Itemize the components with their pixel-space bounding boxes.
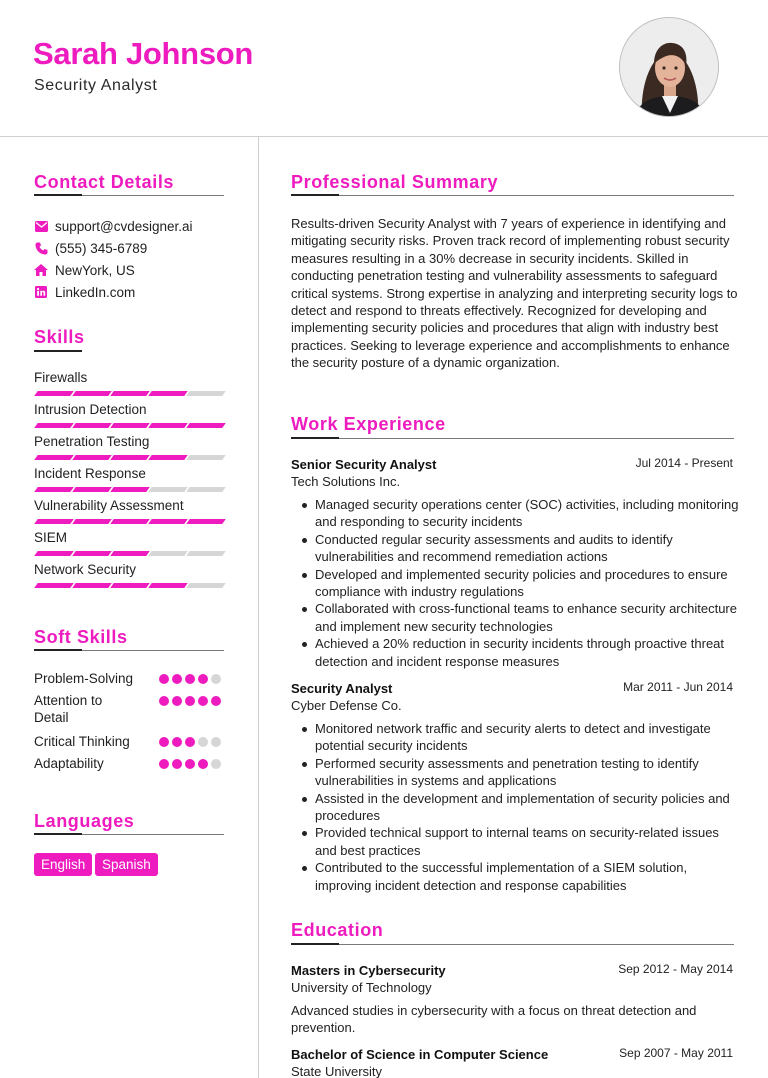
summary-rule-accent bbox=[291, 194, 339, 196]
skill-label: Network Security bbox=[34, 562, 137, 577]
resume-header bbox=[0, 0, 768, 137]
experience-rule bbox=[291, 438, 734, 439]
skill-segment-filled bbox=[110, 487, 150, 492]
skill-segment-filled bbox=[148, 519, 188, 524]
contact-phone-text: (555) 345-6789 bbox=[55, 240, 148, 256]
skill-segment-empty bbox=[148, 551, 188, 556]
skill-label: Vulnerability Assessment bbox=[34, 498, 184, 513]
degree-title: Bachelor of Science in Computer Science bbox=[291, 1047, 549, 1062]
soft-skill-label: Critical Thinking bbox=[34, 734, 130, 749]
rating-dot-empty bbox=[211, 759, 221, 769]
education-rule-accent bbox=[291, 943, 339, 945]
skill-segment-filled bbox=[34, 423, 74, 428]
skill-level-bar bbox=[34, 455, 224, 460]
column-divider bbox=[258, 137, 259, 1078]
skill-segment-filled bbox=[72, 583, 112, 588]
school-name: University of Technology bbox=[291, 980, 432, 995]
rating-dot-filled bbox=[198, 759, 208, 769]
contact-phone[interactable] bbox=[34, 238, 147, 258]
contact-heading: Contact Details bbox=[34, 172, 175, 192]
skill-segment-filled bbox=[148, 423, 188, 428]
skill-segment-filled bbox=[110, 423, 150, 428]
contact-email[interactable] bbox=[34, 216, 193, 236]
job-bullet: Managed security operations center (SOC) activities, including monitoring and responding to security incidents bbox=[298, 496, 743, 531]
job-bullet: Conducted regular security assessments and audits to identify vulnerabilities and recommend remediation actions bbox=[298, 531, 743, 566]
skill-segment-empty bbox=[186, 455, 226, 460]
job-bullets bbox=[298, 720, 743, 894]
job-bullet: Assisted in the development and implementation of security policies and procedures bbox=[298, 790, 743, 825]
skill-label: Intrusion Detection bbox=[34, 402, 147, 417]
job-bullet: Developed and implemented security policies and procedures to ensure compliance with industry regulations bbox=[298, 566, 743, 601]
soft-skill-rating bbox=[159, 737, 224, 747]
skill-segment-filled bbox=[110, 551, 150, 556]
rating-dot-filled bbox=[159, 674, 169, 684]
job-bullet: Monitored network traffic and security alerts to detect and investigate potential security incidents bbox=[298, 720, 743, 755]
skill-segment-empty bbox=[186, 583, 226, 588]
job-bullet: Performed security assessments and penetration testing to identify vulnerabilities in systems and applications bbox=[298, 755, 743, 790]
skill-level-bar bbox=[34, 423, 224, 428]
phone-icon bbox=[34, 241, 48, 255]
education-date: Sep 2012 - May 2014 bbox=[618, 962, 733, 976]
contact-linkedin-text: LinkedIn.com bbox=[55, 284, 136, 300]
skill-segment-filled bbox=[186, 423, 226, 428]
skill-level-bar bbox=[34, 391, 224, 396]
job-title: Senior Security Analyst bbox=[291, 457, 437, 472]
skill-segment-empty bbox=[186, 487, 226, 492]
rating-dot-filled bbox=[198, 674, 208, 684]
rating-dot-filled bbox=[211, 696, 221, 706]
skill-segment-filled bbox=[72, 455, 112, 460]
soft-skill-rating bbox=[159, 674, 224, 684]
skills-rule-accent bbox=[34, 350, 82, 352]
skill-segment-filled bbox=[34, 519, 74, 524]
summary-text: Results-driven Security Analyst with 7 years of experience in identifying and mitigating security risks. Proven track record of implementing robust security measures resulting in a 30% decrease in security incidents. Skilled in conducting penetration testing and vulnerability assessments to safeguard critical systems. Strong expertise in analyzing and interpreting security logs to detect and respond to threats effectively. Recognized for developing and implementing security policies and procedures that align with industry best practices. Seeking to leverage experience and accomplishments to enhance the security posture of a dynamic organization. bbox=[291, 216, 738, 371]
soft-skill-rating bbox=[159, 759, 224, 769]
skill-segment-empty bbox=[186, 391, 226, 396]
skill-level-bar bbox=[34, 519, 224, 524]
job-bullet: Provided technical support to internal teams on security-related issues and best practices bbox=[298, 824, 743, 859]
skill-segment-filled bbox=[34, 583, 74, 588]
skill-segment-empty bbox=[148, 487, 188, 492]
skill-segment-filled bbox=[34, 551, 74, 556]
soft-skill-label: Attention to Detail bbox=[34, 693, 103, 725]
contact-email-text: support@cvdesigner.ai bbox=[55, 218, 193, 234]
rating-dot-filled bbox=[198, 696, 208, 706]
rating-dot-empty bbox=[211, 674, 221, 684]
envelope-icon bbox=[34, 219, 48, 233]
skill-segment-filled bbox=[148, 391, 188, 396]
rating-dot-filled bbox=[185, 696, 195, 706]
job-company: Cyber Defense Co. bbox=[291, 698, 402, 713]
job-bullets bbox=[298, 496, 743, 670]
soft-skill-label: Adaptability bbox=[34, 756, 104, 771]
rating-dot-filled bbox=[185, 674, 195, 684]
skill-level-bar bbox=[34, 583, 224, 588]
rating-dot-filled bbox=[172, 674, 182, 684]
skill-level-bar bbox=[34, 551, 224, 556]
skill-label: SIEM bbox=[34, 530, 68, 545]
languages-rule-accent bbox=[34, 833, 82, 835]
skill-segment-filled bbox=[110, 583, 150, 588]
summary-rule bbox=[291, 195, 734, 196]
soft-skills-rule-accent bbox=[34, 649, 82, 651]
skill-segment-filled bbox=[34, 391, 74, 396]
job-date: Jul 2014 - Present bbox=[635, 456, 733, 470]
skill-segment-filled bbox=[72, 423, 112, 428]
linkedin-icon bbox=[34, 285, 48, 299]
soft-skills-heading: Soft Skills bbox=[34, 627, 128, 647]
candidate-name: Sarah Johnson bbox=[33, 36, 254, 71]
skill-level-bar bbox=[34, 487, 224, 492]
job-company: Tech Solutions Inc. bbox=[291, 474, 401, 489]
candidate-title: Security Analyst bbox=[34, 77, 158, 94]
skill-segment-filled bbox=[148, 583, 188, 588]
education-rule bbox=[291, 944, 734, 945]
skill-segment-filled bbox=[72, 487, 112, 492]
experience-rule-accent bbox=[291, 437, 339, 439]
skill-segment-filled bbox=[34, 487, 74, 492]
education-date: Sep 2007 - May 2011 bbox=[619, 1046, 733, 1060]
skill-segment-filled bbox=[110, 519, 150, 524]
rating-dot-empty bbox=[198, 737, 208, 747]
rating-dot-filled bbox=[172, 737, 182, 747]
contact-linkedin[interactable] bbox=[34, 282, 135, 302]
skill-segment-filled bbox=[72, 391, 112, 396]
rating-dot-empty bbox=[211, 737, 221, 747]
job-date: Mar 2011 - Jun 2014 bbox=[623, 680, 733, 694]
contact-location-text: NewYork, US bbox=[55, 262, 135, 278]
skill-label: Penetration Testing bbox=[34, 434, 150, 449]
experience-heading: Work Experience bbox=[291, 414, 446, 434]
skill-segment-filled bbox=[148, 455, 188, 460]
home-icon bbox=[34, 263, 48, 277]
skill-segment-filled bbox=[34, 455, 74, 460]
rating-dot-filled bbox=[185, 759, 195, 769]
rating-dot-filled bbox=[185, 737, 195, 747]
contact-location bbox=[34, 260, 135, 280]
rating-dot-filled bbox=[172, 759, 182, 769]
rating-dot-filled bbox=[159, 759, 169, 769]
education-description: Advanced studies in cybersecurity with a focus on threat detection and prevention. bbox=[291, 1003, 697, 1036]
skill-segment-filled bbox=[110, 455, 150, 460]
skill-label: Firewalls bbox=[34, 370, 88, 385]
profile-photo bbox=[619, 17, 719, 117]
rating-dot-filled bbox=[159, 737, 169, 747]
job-title: Security Analyst bbox=[291, 681, 393, 696]
soft-skill-label: Problem-Solving bbox=[34, 671, 134, 686]
education-heading: Education bbox=[291, 920, 384, 940]
skill-label: Incident Response bbox=[34, 466, 146, 481]
school-name: State University bbox=[291, 1064, 383, 1078]
job-bullet: Collaborated with cross-functional teams to enhance security architecture and implement new security technologies bbox=[298, 600, 743, 635]
skill-segment-filled bbox=[186, 519, 226, 524]
rating-dot-filled bbox=[172, 696, 182, 706]
job-bullet: Contributed to the successful implementation of a SIEM solution, improving incident detection and response capabilities bbox=[298, 859, 743, 894]
degree-title: Masters in Cybersecurity bbox=[291, 963, 446, 978]
job-bullet: Achieved a 20% reduction in security incidents through proactive threat detection and incident response measures bbox=[298, 635, 743, 670]
languages-heading: Languages bbox=[34, 811, 135, 831]
contact-rule-accent bbox=[34, 194, 82, 196]
summary-heading: Professional Summary bbox=[291, 172, 499, 192]
skills-heading: Skills bbox=[34, 327, 85, 347]
skill-segment-filled bbox=[72, 519, 112, 524]
rating-dot-filled bbox=[159, 696, 169, 706]
language-badge: English bbox=[34, 853, 92, 876]
skill-segment-filled bbox=[110, 391, 150, 396]
skill-segment-empty bbox=[186, 551, 226, 556]
language-badge: Spanish bbox=[95, 853, 158, 876]
skill-segment-filled bbox=[72, 551, 112, 556]
soft-skill-rating bbox=[159, 696, 224, 706]
